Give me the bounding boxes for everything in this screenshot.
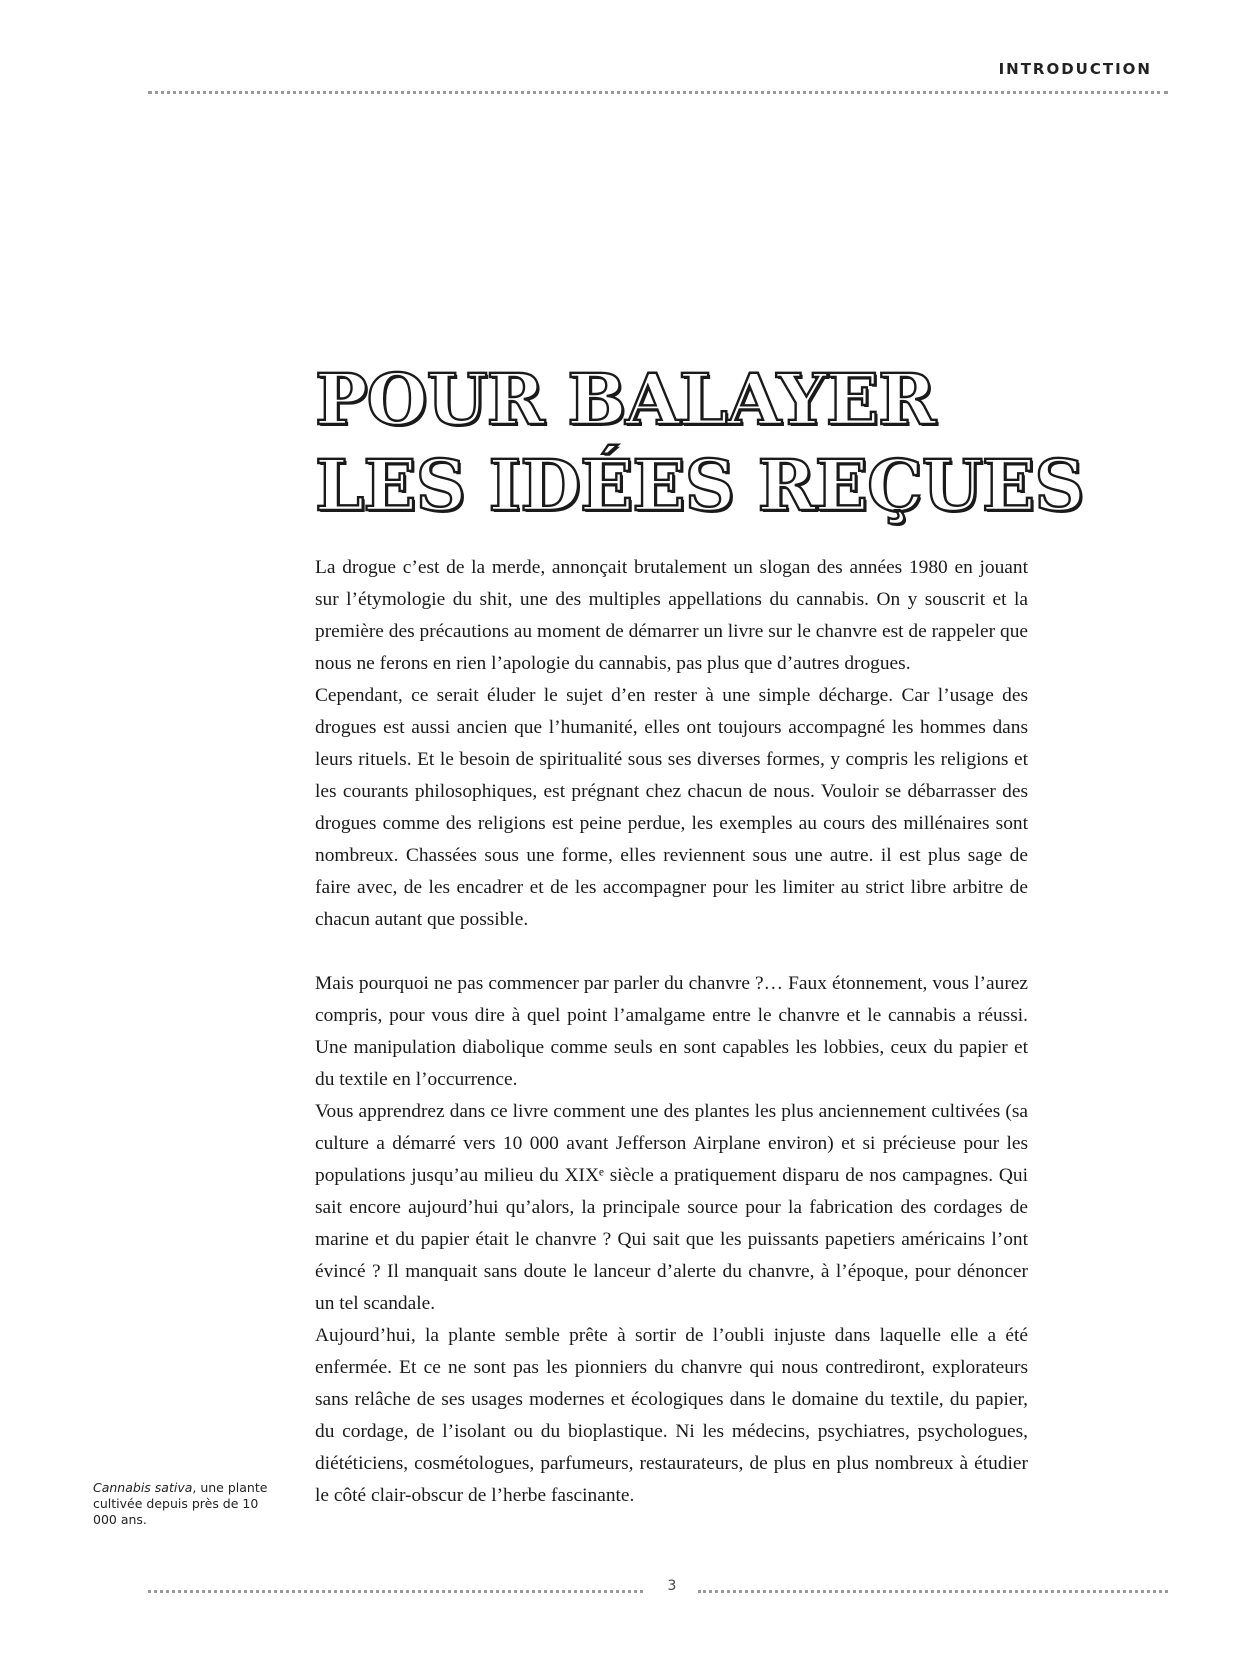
body-paragraph-5: Aujourd’hui, la plante semble prête à sortir de l’oubli injuste dans laquelle elle a été enfermée. Et ce ne sont pas les pionniers du chanvre qui nous contrediront, explorateurs sans relâche de ses usages modernes et écologiques dans le domaine du textile, du papier, du cordage, de l’isolant ou du bioplastique. Ni les médecins, psychiatres, psychologues, diététiciens, cosmétologues, parfumeurs, restaurateurs, de plus en plus nombreux à étudier le côté clair-obscur de l’herbe fascinante.	[315, 1325, 1028, 1506]
body-paragraph-4: Vous apprendrez dans ce livre comment une des plantes les plus anciennement cultivées (sa culture a démarré vers 10 000 avant Jefferson Airplane environ) et si précieuse pour les populations jusqu’au milieu du XIXᵉ siècle a pratiquement disparu de nos campagnes. Qui sait encore aujourd’hui qu’alors, la principale source pour la fabrication des cordages de marine et du papier était le chanvre ? Qui sait que les puissants papetiers américains l’ont évincé ? Il manquait sans doute le lanceur d’alerte du chanvre, à l’époque, pour dénoncer un tel scandale.	[315, 1101, 1028, 1314]
body-text	[315, 552, 1028, 1512]
chapter-title	[315, 357, 1135, 529]
image-caption	[93, 1480, 268, 1528]
caption-text: , une plante cultivée depuis près de 10 000 ans.	[93, 1480, 268, 1527]
bottom-dotted-rule-left	[148, 1590, 643, 1593]
body-paragraph-1: La drogue c’est de la merde, annonçait brutalement un slogan des années 1980 en jouant sur l’étymologie du shit, une des multiples appellations du cannabis. On y souscrit et la première des précautions au moment de démarrer un livre sur le chanvre est de rappeler que nous ne ferons en rien l’apologie du cannabis, pas plus que d’autres drogues.	[315, 557, 1028, 674]
chapter-title-line-2: LES IDÉES REÇUES	[315, 444, 1084, 527]
body-paragraph-3: Mais pourquoi ne pas commencer par parler du chanvre ?… Faux étonnement, vous l’aurez compris, pour vous dire à quel point l’amalgame entre le chanvre et le cannabis a réussi. Une manipulation diabolique comme seuls en sont capables les lobbies, ceux du papier et du textile en l’occurrence.	[315, 973, 1028, 1090]
page-number: 3	[667, 1578, 677, 1594]
top-dotted-rule	[148, 91, 1168, 94]
section-header-label: INTRODUCTION	[998, 60, 1152, 78]
body-paragraph-2: Cependant, ce serait éluder le sujet d’en rester à une simple décharge. Car l’usage des drogues est aussi ancien que l’humanité, elles ont toujours accompagné les hommes dans leurs rituels. Et le besoin de spiritualité sous ses diverses formes, y compris les religions et les courants philosophiques, est prégnant chez chacun de nous. Vouloir se débarrasser des drogues comme des religions est peine perdue, les exemples au cours des millénaires sont nombreux. Chassées sous une forme, elles reviennent sous une autre. il est plus sage de faire avec, de les encadrer et de les accompagner pour les limiter au strict libre arbitre de chacun autant que possible.	[315, 685, 1028, 930]
chapter-title-line-1: POUR BALAYER	[315, 358, 936, 441]
caption-species-name: Cannabis sativa	[93, 1480, 193, 1495]
bottom-dotted-rule-right	[698, 1590, 1168, 1593]
